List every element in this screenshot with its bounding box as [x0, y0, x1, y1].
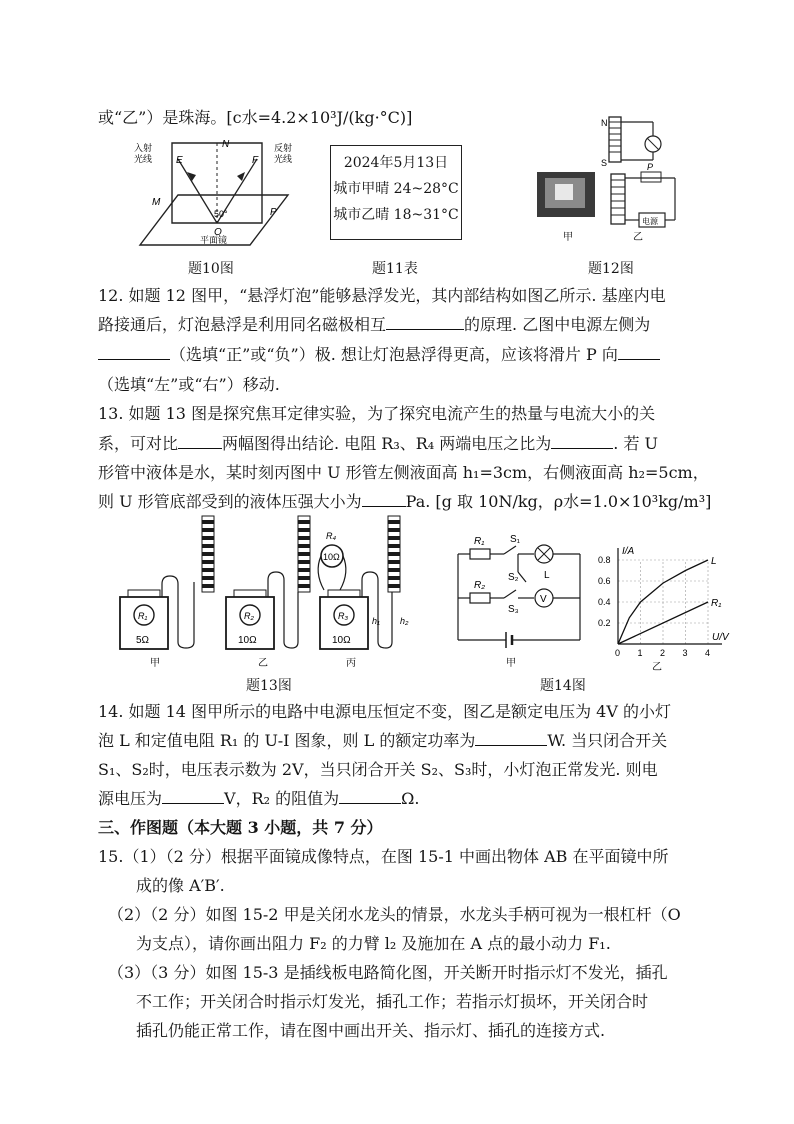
label-south: S — [601, 158, 608, 168]
fig14-sub-a: 甲 — [506, 658, 516, 669]
fig13-sub-b: 乙 — [258, 658, 268, 669]
figure-13 — [110, 512, 420, 669]
question-11-tail: 或“乙”）是珠海。[c水=4.2×10³J/(kg·°C)] — [98, 108, 413, 127]
fig12-sub-a: 甲 — [563, 232, 573, 243]
x-tick-label: 2 — [660, 648, 666, 658]
label-n: N — [222, 139, 230, 150]
fig14-caption: 题14图 — [540, 678, 586, 694]
fig12-caption: 题12图 — [588, 261, 634, 277]
label-p: P — [270, 207, 277, 218]
x-tick-label: 1 — [637, 648, 643, 658]
value-r2: 10Ω — [238, 635, 257, 646]
x-tick-label: 0 — [615, 648, 621, 658]
label-power: 电源 — [642, 217, 658, 226]
label-l: L — [544, 570, 550, 581]
answer-blank[interactable] — [618, 345, 660, 360]
x-tick-label: 3 — [682, 648, 688, 658]
label-r4: R₄ — [326, 531, 337, 541]
q15-p3-line3: 插孔仍能正常工作，请在图中画出开关、指示灯、插孔的连接方式. — [136, 1021, 606, 1040]
label-e: E — [176, 155, 183, 166]
answer-blank[interactable] — [98, 345, 170, 360]
label-h2: h₂ — [400, 616, 409, 626]
table11-caption: 题11表 — [372, 261, 418, 277]
label-s3: S₃ — [508, 604, 519, 615]
q15-p2-line2: 为支点），请你画出阻力 F₂ 的力臂 l₂ 及施加在 A 点的最小动力 F₁. — [136, 934, 611, 953]
reflect-label: 反射 — [274, 143, 293, 153]
fig14-sub-b: 乙 — [652, 662, 662, 673]
label-north: N — [601, 118, 608, 128]
label-v: V — [540, 594, 547, 605]
incident-label: 入射 — [134, 143, 153, 153]
ui-chart — [596, 540, 729, 673]
svg-text:光线: 光线 — [134, 154, 153, 164]
label-s1: S₁ — [510, 534, 521, 545]
table-row: 城市乙晴 18~31°C — [333, 207, 459, 223]
value-r1: 5Ω — [136, 635, 150, 646]
value-r4: 10Ω — [323, 552, 340, 562]
label-r2: R₂ — [474, 580, 486, 591]
label-s2: S₂ — [508, 572, 519, 583]
q12-line1: 12. 如题 12 图甲，“悬浮灯泡”能够悬浮发光，其内部结构如图乙所示. 基座内电 — [98, 286, 666, 305]
q15-p2-line1: （2）（2 分）如图 15-2 甲是关闭水龙头的情景，水龙头手柄可视为一根杠杆（O — [108, 905, 681, 924]
figure-12 — [535, 112, 695, 256]
fig13-sub-a: 甲 — [150, 658, 160, 669]
label-angle: 50° — [214, 209, 228, 219]
svg-text:光线: 光线 — [274, 154, 293, 164]
figure-14-chart — [596, 540, 729, 674]
series-label: R₁ — [711, 598, 722, 609]
answer-blank[interactable] — [362, 492, 406, 507]
section-heading: 三、作图题（本大题 3 小题，共 7 分） — [98, 818, 383, 837]
q13-line1: 13. 如题 13 图是探究焦耳定律实验，为了探究电流产生的热量与电流大小的关 — [98, 404, 656, 423]
q15-p1-line1: 15.（1）（2 分）根据平面镜成像特点，在图 15-1 中画出物体 AB 在平面镜中所 — [98, 847, 669, 866]
y-tick-label: 0.2 — [598, 618, 611, 628]
label-p-slider: P — [647, 162, 654, 172]
label-r2: R₂ — [244, 611, 254, 621]
label-f: F — [252, 155, 259, 166]
mirror-label: 平面镜 — [200, 235, 228, 245]
table-11 — [330, 145, 462, 240]
figure-10 — [130, 135, 300, 254]
q15-p1-line2: 成的像 A′B′. — [136, 876, 225, 895]
value-r3: 10Ω — [332, 635, 351, 646]
q14-line2: 泡 L 和定值电阻 R₁ 的 U-I 图象，则 L 的额定功率为 W. 当只闭合开关 — [98, 731, 668, 750]
table-row: 2024年5月13日 — [343, 155, 449, 171]
q13-line3: 形管中液体是水，某时刻丙图中 U 形管左侧液面高 h₁=3cm，右侧液面高 h₂=5cm， — [98, 463, 709, 482]
label-r1: R₁ — [138, 611, 148, 621]
y-axis-label: I/A — [622, 546, 635, 557]
y-tick-label: 0.6 — [598, 576, 611, 586]
q13-line4: 则 U 形管底部受到的液体压强大小为 Pa. [g 取 10N/kg，ρ水=1.0×10³kg/m³] — [98, 492, 712, 511]
figure-14-circuit — [452, 528, 592, 672]
table-row: 城市甲晴 24~28°C — [333, 181, 459, 197]
answer-blank[interactable] — [386, 315, 464, 330]
answer-blank[interactable] — [162, 789, 224, 804]
x-tick-label: 4 — [705, 648, 711, 658]
q14-line3: S₁、S₂时，电压表示数为 2V，当只闭合开关 S₂、S₃时，小灯泡正常发光. 则电 — [98, 760, 658, 779]
fig12-sub-b: 乙 — [633, 232, 643, 243]
q12-line4: （选填“左”或“右”）移动. — [98, 375, 280, 394]
label-h1: h₁ — [372, 616, 380, 626]
q12-line2: 路接通后，灯泡悬浮是利用同名磁极相互 的原理. 乙图中电源左侧为 — [98, 315, 651, 334]
q14-line1: 14. 如题 14 图甲所示的电路中电源电压恒定不变，图乙是额定电压为 4V 的小灯 — [98, 702, 671, 721]
label-o: O — [214, 227, 222, 238]
q12-line3: （选填“正”或“负”）极. 想让灯泡悬浮得更高，应该将滑片 P 向 — [98, 345, 660, 365]
label-m: M — [152, 197, 161, 208]
label-r1: R₁ — [474, 536, 485, 547]
q13-line2: 系，可对比 两幅图得出结论. 电阻 R₃、R₄ 两端电压之比为 . 若 U — [98, 434, 659, 453]
label-r3: R₃ — [338, 611, 349, 621]
series-label: L — [711, 556, 717, 567]
y-tick-label: 0.8 — [598, 555, 611, 565]
q15-p3-line2: 不工作；开关闭合时指示灯发光，插孔工作；若指示灯损坏，开关闭合时 — [136, 992, 649, 1011]
q15-p3-line1: （3）（3 分）如图 15-3 是插线板电路简化图，开关断开时指示灯不发光，插孔 — [108, 963, 668, 982]
answer-blank[interactable] — [339, 789, 401, 804]
answer-blank[interactable] — [551, 434, 613, 449]
fig13-caption: 题13图 — [246, 678, 292, 694]
answer-blank[interactable] — [475, 731, 547, 746]
answer-blank[interactable] — [178, 434, 222, 449]
y-tick-label: 0.4 — [598, 597, 611, 607]
fig10-caption: 题10图 — [188, 261, 234, 277]
q14-line4: 源电压为 V，R₂ 的阻值为 Ω. — [98, 789, 420, 808]
x-axis-label: U/V — [712, 632, 729, 643]
fig13-sub-c: 丙 — [346, 658, 356, 669]
